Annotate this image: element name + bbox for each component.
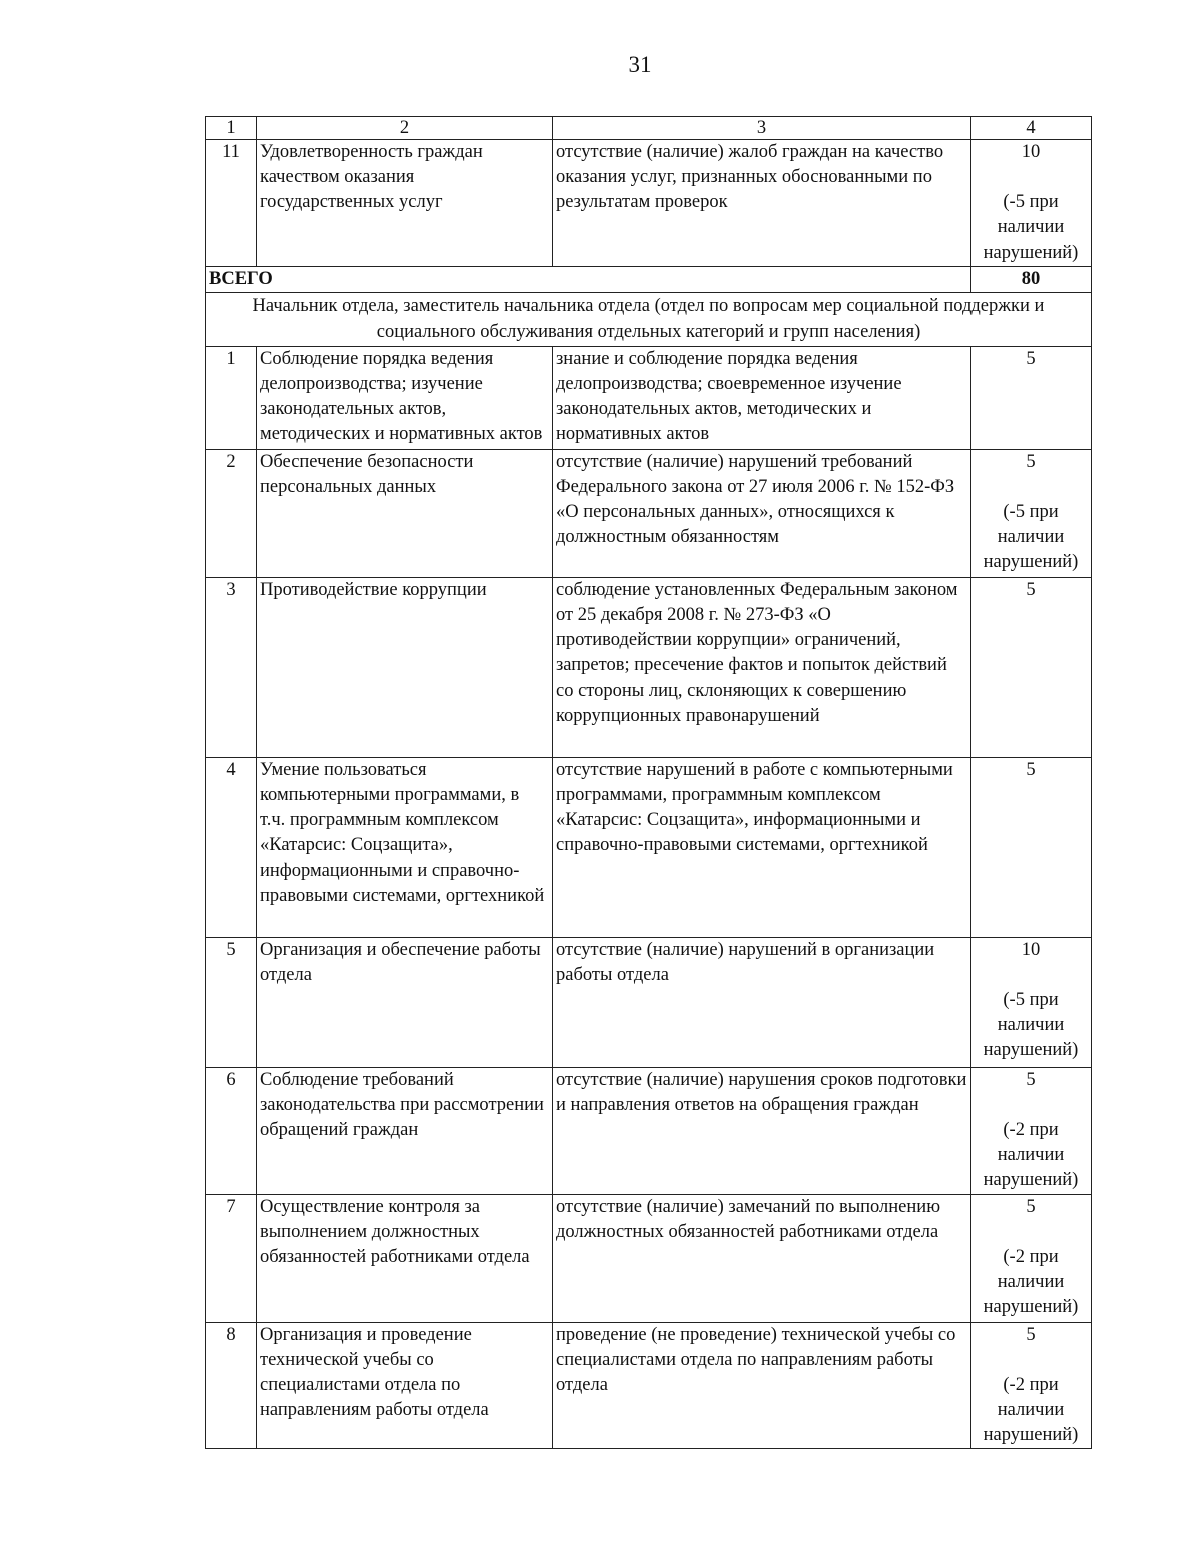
points-cell [971, 140, 1092, 267]
table-row [206, 140, 1092, 267]
column-number-4: 4 [971, 117, 1092, 140]
criterion-cell: Противодействие коррупции [257, 577, 553, 757]
criterion-cell: Осуществление контроля за выполнением должностных обязанностей работниками отдела [257, 1194, 553, 1322]
table-row [206, 449, 1092, 577]
indicator-cell: отсутствие (наличие) нарушений требований Федерального закона от 27 июля 2006 г. № 152-ФЗ «О персональных данных», относящихся к должностным обязанностям [553, 449, 971, 577]
points-note: (-5 при наличии нарушений) [983, 990, 1079, 1061]
points-note: (-5 при наличии нарушений) [983, 192, 1079, 263]
points-note: (-2 при наличии нарушений) [983, 1120, 1079, 1191]
table-row [206, 346, 1092, 449]
table-row [206, 937, 1092, 1067]
points-note: (-2 при наличии нарушений) [983, 1246, 1079, 1318]
points-value: 5 [1026, 1196, 1036, 1217]
points-cell [971, 757, 1092, 937]
evaluation-criteria-table [205, 116, 1092, 1449]
points-note: (-2 при наличии нарушений) [983, 1374, 1079, 1446]
points-value: 5 [1026, 1069, 1036, 1090]
row-number: 11 [206, 140, 257, 267]
table-row [206, 1322, 1092, 1449]
criterion-cell: Обеспечение безопасности персональных данных [257, 449, 553, 577]
indicator-cell: отсутствие (наличие) нарушений в организации работы отдела [553, 937, 971, 1067]
points-cell [971, 937, 1092, 1067]
column-number-2: 2 [257, 117, 553, 140]
column-number-3: 3 [553, 117, 971, 140]
criterion-cell: Соблюдение требований законодательства при рассмотрении обращений граждан [257, 1067, 553, 1194]
criterion-cell: Организация и проведение технической учебы со специалистами отдела по направлениям работы отдела [257, 1322, 553, 1449]
table-row [206, 757, 1092, 937]
table-row [206, 577, 1092, 757]
indicator-cell: отсутствие (наличие) замечаний по выполнению должностных обязанностей работниками отдела [553, 1194, 971, 1322]
total-value: 80 [971, 266, 1092, 292]
points-value: 5 [1026, 451, 1036, 472]
indicator-cell: отсутствие нарушений в работе с компьютерными программами, программным комплексом «Катарсис: Соцзащита», информационными и справочно-правовыми системами, оргтехникой [553, 757, 971, 937]
table-row [206, 1194, 1092, 1322]
indicator-cell: отсутствие (наличие) жалоб граждан на качество оказания услуг, признанных обоснованными по результатам проверок [553, 140, 971, 267]
row-number: 2 [206, 449, 257, 577]
points-value: 5 [1026, 348, 1036, 369]
row-number: 4 [206, 757, 257, 937]
criterion-cell: Удовлетворенность граждан качеством оказания государственных услуг [257, 140, 553, 267]
row-number: 7 [206, 1194, 257, 1322]
indicator-cell: отсутствие (наличие) нарушения сроков подготовки и направления ответов на обращения граждан [553, 1067, 971, 1194]
row-number: 5 [206, 937, 257, 1067]
criterion-cell: Умение пользоваться компьютерными программами, в т.ч. программным комплексом «Катарсис: Соцзащита», информационными и справочно-правовыми системами, оргтехникой [257, 757, 553, 937]
points-note: (-5 при наличии нарушений) [983, 502, 1079, 573]
indicator-cell: проведение (не проведение) технической учебы со специалистами отдела по направлениям работы отдела [553, 1322, 971, 1449]
page-number: 31 [628, 52, 652, 77]
column-number-row [206, 117, 1092, 140]
points-value: 5 [1026, 579, 1036, 600]
points-cell [971, 1067, 1092, 1194]
table-row [206, 1067, 1092, 1194]
row-number: 8 [206, 1322, 257, 1449]
points-cell [971, 346, 1092, 449]
criterion-cell: Организация и обеспечение работы отдела [257, 937, 553, 1067]
row-number: 3 [206, 577, 257, 757]
points-cell [971, 449, 1092, 577]
section-header-row [206, 292, 1092, 346]
total-label: ВСЕГО [206, 266, 971, 292]
points-cell [971, 1322, 1092, 1449]
indicator-cell: соблюдение установленных Федеральным законом от 25 декабря 2008 г. № 273-ФЗ «О противодействии коррупции» ограничений, запретов; пресечение фактов и попыток действий со стороны лиц, склоняющих к совершению коррупционных правонарушений [553, 577, 971, 757]
points-value: 5 [1026, 1324, 1036, 1345]
row-number: 1 [206, 346, 257, 449]
points-value: 10 [1021, 939, 1041, 960]
indicator-cell: знание и соблюдение порядка ведения делопроизводства; своевременное изучение законодательных актов, методических и нормативных актов [553, 346, 971, 449]
points-value: 5 [1026, 759, 1036, 780]
row-number: 6 [206, 1067, 257, 1194]
criterion-cell: Соблюдение порядка ведения делопроизводства; изучение законодательных актов, методических и нормативных актов [257, 346, 553, 449]
points-cell [971, 577, 1092, 757]
total-row [206, 266, 1092, 292]
points-cell [971, 1194, 1092, 1322]
section-title: Начальник отдела, заместитель начальника отдела (отдел по вопросам мер социальной поддержки и социального обслуживания отдельных категорий и групп населения) [206, 292, 1092, 346]
points-value: 10 [1021, 142, 1041, 162]
column-number-1: 1 [206, 117, 257, 140]
